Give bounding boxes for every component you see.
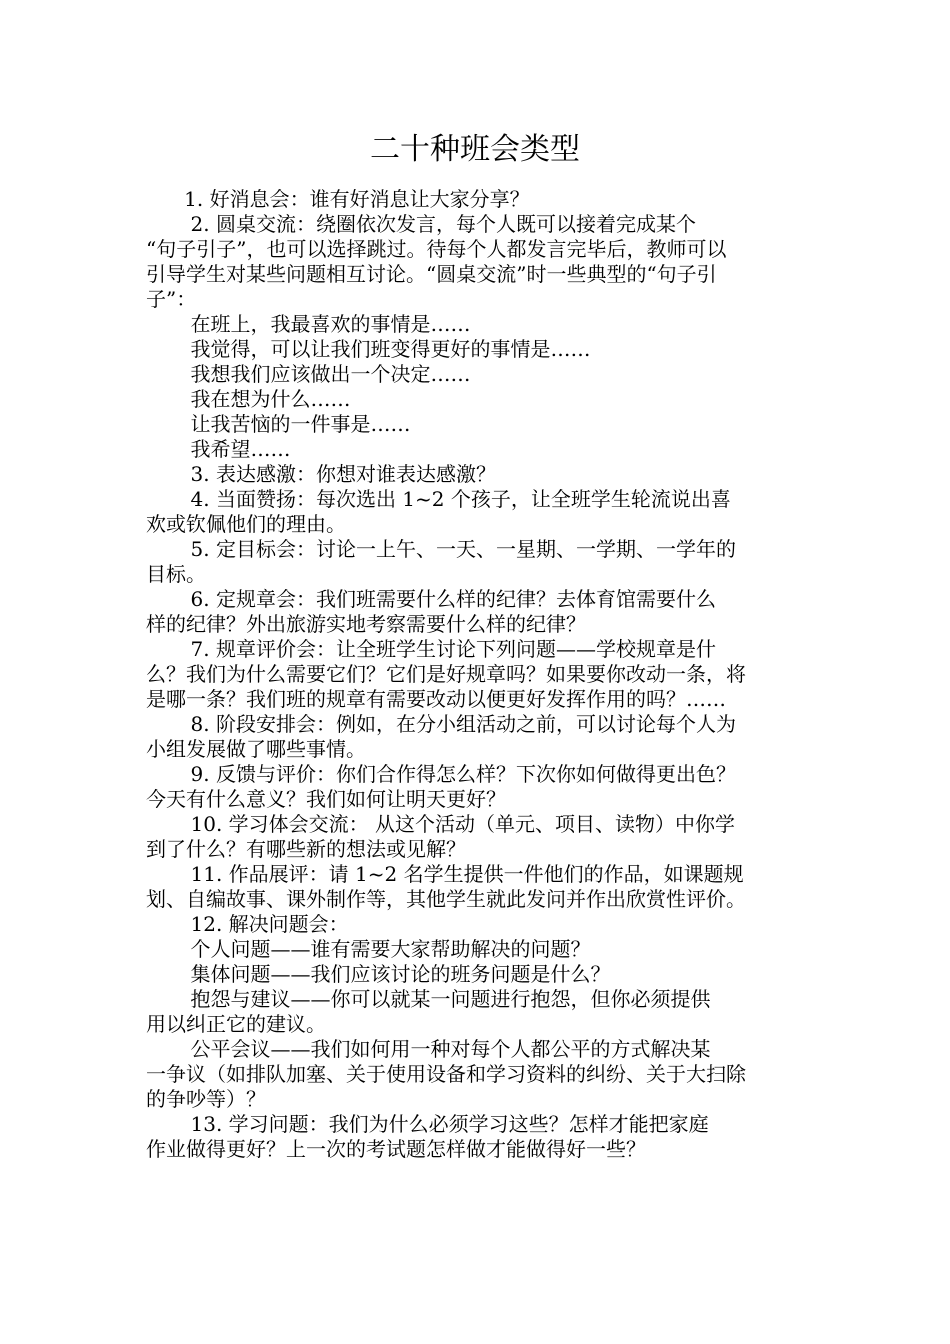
body-line: 9. 反馈与评价：你们合作得怎么样？下次你如何做得更出色？ — [146, 762, 736, 786]
document-title: 二十种班会类型 — [370, 132, 580, 167]
body-line: 4. 当面赞扬：每次选出 1~2 个孩子，让全班学生轮流说出喜 — [146, 487, 731, 511]
body-line: 用以纠正它的建议。 — [146, 1012, 326, 1036]
body-line: 2. 圆桌交流：绕圈依次发言，每个人既可以接着完成某个 — [146, 212, 696, 236]
body-line: 集体问题——我们应该讨论的班务问题是什么？ — [146, 962, 611, 986]
body-line: 7. 规章评价会：让全班学生讨论下列问题——学校规章是什 — [146, 637, 716, 661]
body-line: 今天有什么意义？我们如何让明天更好？ — [146, 787, 506, 811]
body-line: 6. 定规章会：我们班需要什么样的纪律？去体育馆需要什么 — [146, 587, 716, 611]
body-line: 么？我们为什么需要它们？它们是好规章吗？如果要你改动一条，将 — [146, 662, 746, 686]
body-line: 5. 定目标会：讨论一上午、一天、一星期、一学期、一学年的 — [146, 537, 736, 561]
body-line: 我希望…… — [146, 437, 291, 461]
body-line: 11. 作品展评：请 1~2 名学生提供一件他们的作品，如课题规 — [146, 862, 744, 886]
body-line: 抱怨与建议——你可以就某一问题进行抱怨，但你必须提供 — [146, 987, 711, 1011]
body-line: 子”： — [146, 287, 197, 311]
body-line: 小组发展做了哪些事情。 — [146, 737, 366, 761]
body-line: 我想我们应该做出一个决定…… — [146, 362, 471, 386]
body-line: 个人问题——谁有需要大家帮助解决的问题？ — [146, 937, 591, 961]
body-line: 作业做得更好？上一次的考试题怎样做才能做得好一些？ — [146, 1137, 646, 1161]
body-line: 1. 好消息会：谁有好消息让大家分享？ — [146, 187, 530, 211]
body-line: 8. 阶段安排会：例如，在分小组活动之前，可以讨论每个人为 — [146, 712, 736, 736]
body-line: 我在想为什么…… — [146, 387, 351, 411]
body-line: 划、自编故事、课外制作等，其他学生就此发问并作出欣赏性评价。 — [146, 887, 746, 911]
body-line: 到了什么？有哪些新的想法或见解？ — [146, 837, 466, 861]
body-line: 我觉得，可以让我们班变得更好的事情是…… — [146, 337, 591, 361]
body-line: “句子引子”，也可以选择跳过。待每个人都发言完毕后，教师可以 — [146, 237, 727, 261]
body-line: 公平会议——我们如何用一种对每个人都公平的方式解决某 — [146, 1037, 711, 1061]
body-line: 目标。 — [146, 562, 206, 586]
body-line: 欢或钦佩他们的理由。 — [146, 512, 346, 536]
body-line: 引导学生对某些问题相互讨论。“圆桌交流”时一些典型的“句子引 — [146, 262, 717, 286]
body-line: 一争议（如排队加塞、关于使用设备和学习资料的纠纷、关于大扫除 — [146, 1062, 746, 1086]
body-line: 3. 表达感激：你想对谁表达感激？ — [146, 462, 496, 486]
body-line: 样的纪律？外出旅游实地考察需要什么样的纪律？ — [146, 612, 586, 636]
body-line: 是哪一条？我们班的规章有需要改动以便更好发挥作用的吗？…… — [146, 687, 726, 711]
body-line: 10. 学习体会交流： 从这个活动（单元、项目、读物）中你学 — [146, 812, 736, 836]
body-line: 12. 解决问题会： — [146, 912, 349, 936]
body-line: 在班上，我最喜欢的事情是…… — [146, 312, 471, 336]
body-line: 让我苦恼的一件事是…… — [146, 412, 411, 436]
body-line: 的争吵等）？ — [146, 1087, 266, 1111]
document-body — [146, 187, 812, 1162]
body-line: 13. 学习问题：我们为什么必须学习这些？怎样才能把家庭 — [146, 1112, 709, 1136]
